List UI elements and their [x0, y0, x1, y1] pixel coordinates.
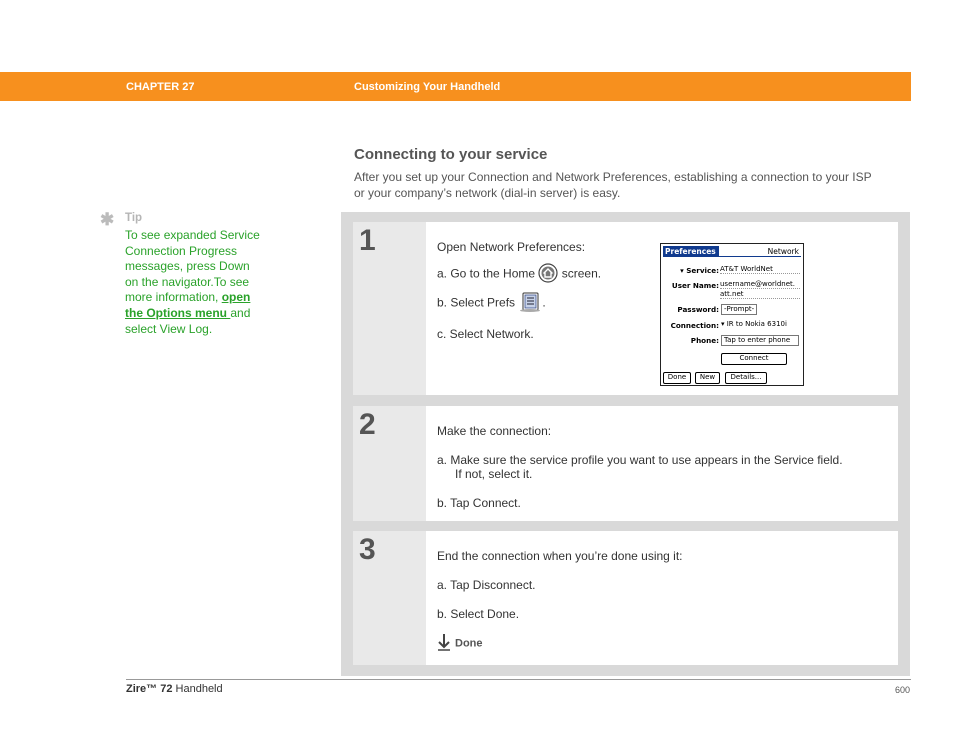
footer-product — [126, 683, 223, 695]
tip-line: Connection Progress — [125, 243, 238, 258]
page-number: 600 — [895, 685, 911, 695]
section-heading: Connecting to your service — [354, 146, 548, 163]
tip-star-icon: ✱ — [100, 210, 115, 229]
tip-line: more information, — [125, 290, 222, 305]
chapter-title: Customizing Your Handheld — [354, 81, 501, 93]
intro-line-1: After you set up your Connection and Network Preferences, establishing a connection to your ISP — [354, 170, 872, 184]
prefs-icon — [518, 292, 542, 315]
tip-after-link: and — [230, 305, 251, 320]
pda-connect-button: Connect — [721, 353, 787, 365]
tip-line: on the navigator.To see — [125, 274, 250, 289]
done-marker — [437, 633, 483, 654]
pda-done-button: Done — [663, 372, 691, 384]
step-item-b — [437, 292, 546, 315]
pda-username-label: User Name: — [671, 281, 719, 290]
tip-label: Tip — [125, 212, 143, 224]
footer-product-name: Zire™ 72 — [126, 683, 173, 695]
intro-line-2: or your company’s network (dial-in server) is easy. — [354, 185, 621, 200]
tip-line: To see expanded Service — [125, 228, 260, 242]
step-item-b: b. Tap Connect. — [437, 496, 521, 510]
step-item-b-pre: b. Select Prefs — [437, 295, 519, 310]
chapter-banner — [0, 72, 911, 101]
step-number: 3 — [359, 533, 376, 566]
step-item-c: c. Select Network. — [437, 327, 534, 341]
step-3 — [353, 531, 898, 665]
pda-password-label: Password: — [677, 305, 719, 314]
pda-phone-value: Tap to enter phone — [721, 335, 799, 346]
pda-phone-label: Phone: — [690, 336, 719, 345]
step-number: 1 — [359, 224, 376, 257]
options-menu-link-part2[interactable]: the Options menu — [125, 305, 231, 320]
step-intro: Open Network Preferences: — [437, 240, 586, 254]
pda-connection-value: ▾ IR to Nokia 6310i — [721, 320, 787, 328]
network-prefs-screenshot — [660, 243, 804, 386]
pda-password-value: -Prompt- — [721, 304, 757, 315]
pda-service-label: ▾ Service: — [680, 266, 719, 275]
step-number-column — [353, 222, 426, 395]
tip-text — [125, 228, 285, 337]
step-item-a: a. Tap Disconnect. — [437, 578, 536, 592]
step-item-a-pre: a. Go to the Home — [437, 266, 539, 281]
step-item-b-post: . — [542, 295, 546, 310]
tip-line: select View Log. — [125, 321, 213, 336]
pda-tab-bar — [663, 246, 801, 257]
pda-tab-preferences: Preferences — [663, 246, 719, 257]
step-item-a-cont: If not, select it. — [455, 467, 533, 481]
tip-line: messages, press Down — [125, 259, 250, 274]
step-2 — [353, 406, 898, 521]
pda-service-value: AT&T WorldNet — [720, 265, 800, 274]
step-number: 2 — [359, 408, 376, 441]
pda-tab-network: Network — [767, 247, 799, 256]
step-item-a: a. Make sure the service profile you want to use appears in the Service field. — [437, 453, 843, 467]
chapter-label: CHAPTER 27 — [126, 81, 195, 93]
step-number-column — [353, 531, 426, 665]
section-intro — [354, 170, 914, 201]
pda-details-button: Details... — [725, 372, 767, 384]
done-label: Done — [455, 637, 483, 650]
footer-product-rest: Handheld — [172, 683, 223, 695]
pda-connection-label: Connection: — [670, 321, 719, 330]
step-intro: End the connection when you’re done using it: — [437, 549, 683, 563]
step-1 — [353, 222, 898, 395]
pda-username-value-2: att.net — [720, 290, 800, 299]
footer-rule — [126, 679, 911, 680]
pda-username-value-1: username@worldnet. — [720, 280, 800, 289]
options-menu-link-part1[interactable]: open — [221, 290, 251, 305]
home-icon — [538, 263, 558, 286]
step-number-column — [353, 406, 426, 521]
pda-new-button: New — [695, 372, 720, 384]
step-item-a — [437, 263, 601, 286]
down-arrow-icon — [437, 633, 451, 654]
step-item-b: b. Select Done. — [437, 607, 520, 621]
step-intro: Make the connection: — [437, 424, 552, 438]
step-item-a-post: screen. — [558, 266, 602, 281]
